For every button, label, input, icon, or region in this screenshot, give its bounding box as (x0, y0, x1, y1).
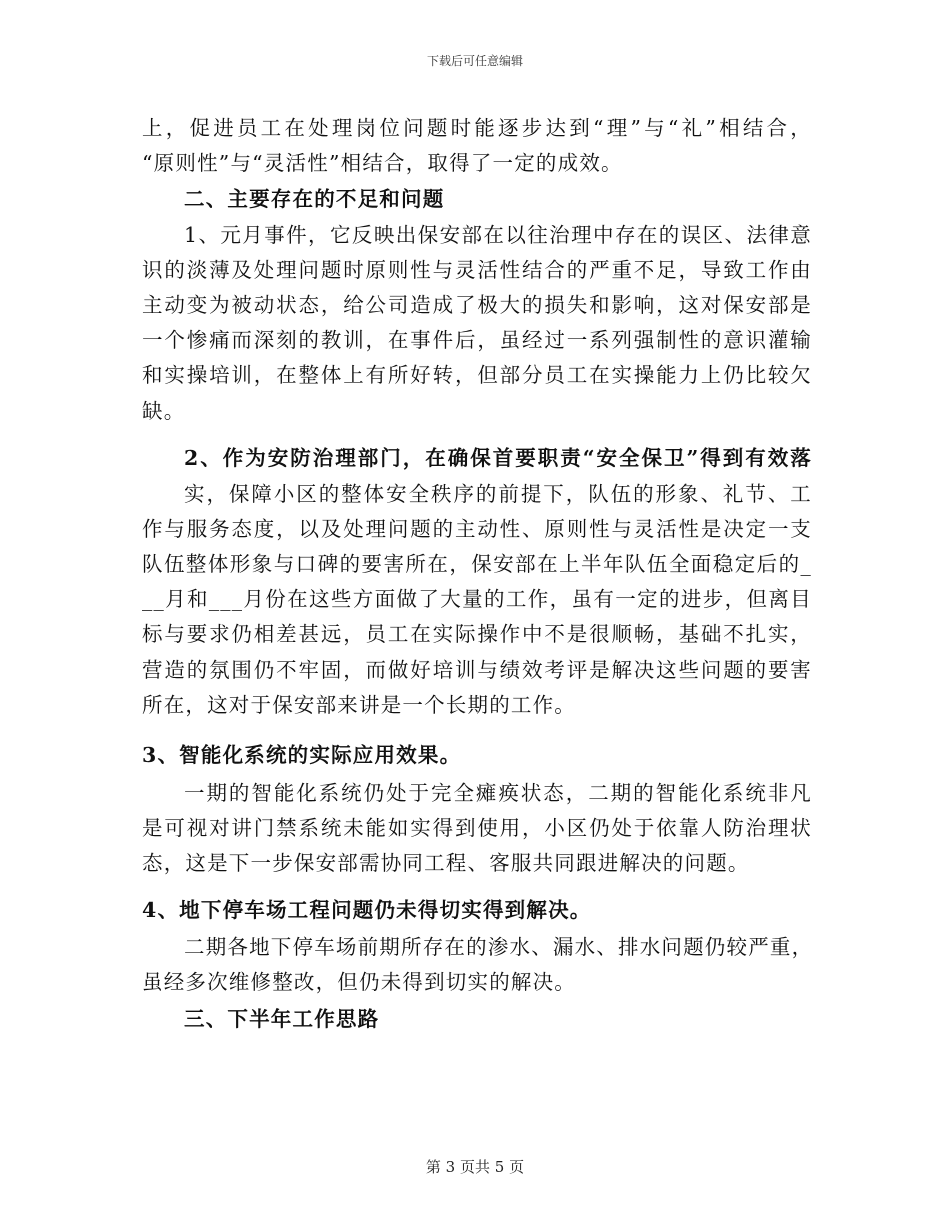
subsection-heading: 2、作为安防治理部门，在确保首要职责“安全保卫”得到有效落 (184, 446, 812, 470)
paragraph-line: 上，促进员工在处理岗位问题时能逐步达到“理”与“礼”相结合， (142, 116, 812, 140)
page-header: 下载后可任意编辑 (426, 54, 523, 68)
paragraph-line: 缺。 (142, 399, 186, 423)
paragraph-line: 一个惨痛而深刻的教训，在事件后，虽经过一系列强制性的意识灌输 (142, 328, 812, 352)
paragraph-line: 虽经多次维修整改，但仍未得到切实的解决。 (142, 970, 576, 994)
page-footer: 第 3 页共 5 页 (425, 1158, 525, 1176)
paragraph-line: 和实操培训，在整体上有所好转，但部分员工在实操能力上仍比较欠 (142, 363, 812, 387)
paragraph-line: 标与要求仍相差甚远，员工在实际操作中不是很顺畅，基础不扎实， (142, 622, 812, 646)
paragraph-line: 营造的氛围仍不牢固，而做好培训与绩效考评是解决这些问题的要害 (142, 658, 812, 682)
paragraph-line: __月和___月份在这些方面做了大量的工作，虽有一定的进步，但离目 (142, 587, 812, 611)
paragraph-line: 一期的智能化系统仍处于完全瘫痪状态，二期的智能化系统非凡 (184, 781, 812, 805)
subsection-heading: 4、地下停车场工程问题仍未得切实得到解决。 (142, 898, 592, 922)
paragraph-line: 识的淡薄及处理问题时原则性与灵活性结合的严重不足，导致工作由 (142, 258, 812, 282)
paragraph-line: 态，这是下一步保安部需协同工程、客服共同跟进解决的问题。 (142, 851, 750, 875)
paragraph-line: 二期各地下停车场前期所存在的渗水、漏水、排水问题仍较严重， (184, 935, 814, 959)
paragraph-line: “原则性”与“灵活性”相结合，取得了一定的成效。 (142, 151, 623, 175)
paragraph-line: 是可视对讲门禁系统未能如实得到使用，小区仍处于依靠人防治理状 (142, 816, 812, 840)
section-heading: 二、主要存在的不足和问题 (184, 187, 445, 211)
paragraph-line: 实，保障小区的整体安全秩序的前提下，队伍的形象、礼节、工 (184, 482, 812, 506)
subsection-heading: 3、智能化系统的实际应用效果。 (142, 743, 462, 767)
paragraph-line: 队伍整体形象与口碑的要害所在，保安部在上半年队伍全面稳定后的_ (142, 552, 812, 576)
paragraph-line: 所在，这对于保安部来讲是一个长期的工作。 (142, 693, 576, 717)
paragraph-line: 1、元月事件，它反映出保安部在以往治理中存在的误区、法律意 (184, 223, 812, 247)
paragraph-line: 作与服务态度，以及处理问题的主动性、原则性与灵活性是决定一支 (142, 517, 812, 541)
paragraph-line: 主动变为被动状态，给公司造成了极大的损失和影响，这对保安部是 (142, 293, 812, 317)
section-heading: 三、下半年工作思路 (184, 1007, 380, 1031)
